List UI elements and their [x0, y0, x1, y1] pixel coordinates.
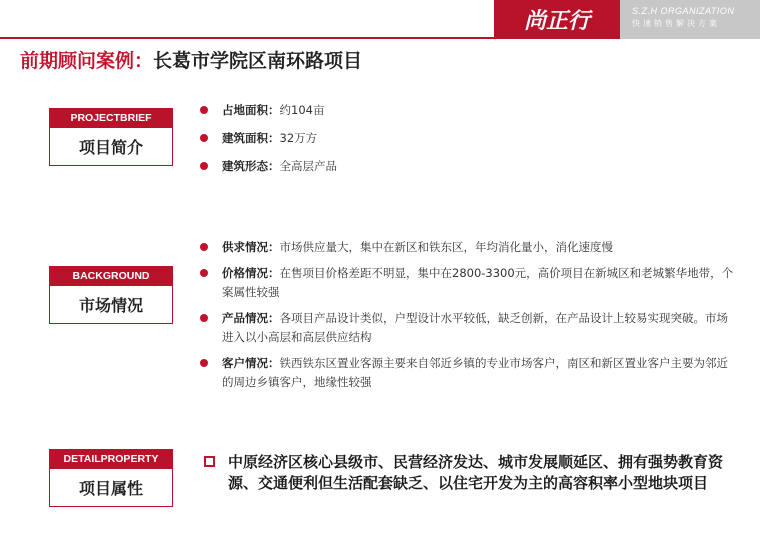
bullet-dot-icon [200, 314, 208, 322]
list-item [200, 309, 735, 347]
item-label: 客户情况： [222, 356, 280, 370]
list-item [200, 101, 735, 120]
brand-logo [494, 0, 620, 39]
section-tag: DETAILPROPERTY [49, 449, 173, 469]
title-main: 长葛市学院区南环路项目 [153, 50, 363, 72]
bullet-dot-icon [200, 243, 208, 251]
section-tag: PROJECTBRIEF [49, 108, 173, 128]
bullet-dot-icon [200, 359, 208, 367]
list-item [200, 129, 735, 148]
list-item [200, 238, 735, 257]
bullet-dot-icon [200, 162, 208, 170]
org-slogan: 快速销售解决方案 [632, 19, 720, 28]
header-bar [0, 0, 760, 38]
item-text: 全高层产品 [279, 159, 337, 173]
project-brief-list [200, 101, 735, 176]
list-item [200, 157, 735, 176]
bullet-dot-icon [200, 106, 208, 114]
item-text: 各项目产品设计类似，户型设计水平较低，缺乏创新，在产品设计上较易实现突破。市场进入以小高层和高层供应结构 [222, 311, 728, 344]
item-label: 价格情况： [222, 266, 280, 280]
header-divider [0, 37, 494, 39]
list-item [200, 354, 735, 392]
bullet-dot-icon [200, 134, 208, 142]
property-summary [204, 452, 744, 494]
item-label: 建筑面积： [222, 131, 280, 145]
bullet-dot-icon [200, 269, 208, 277]
item-text: 约104亩 [279, 103, 325, 117]
section-label: 市场情况 [49, 286, 173, 324]
section-label: 项目简介 [49, 128, 173, 166]
org-name: S.Z.H ORGANIZATION [632, 6, 735, 16]
org-banner [620, 0, 760, 39]
item-text: 铁西铁东区置业客源主要来自邻近乡镇的专业市场客户，南区和新区置业客户主要为邻近的周边乡镇客户，地缘性较强 [222, 356, 728, 389]
item-label: 占地面积： [222, 103, 280, 117]
section-card-project-brief [49, 108, 173, 166]
item-label: 供求情况： [222, 240, 280, 254]
section-tag: BACKGROUND [49, 266, 173, 286]
summary-text: 中原经济区核心县级市、民营经济发达、城市发展顺延区、拥有强势教育资源、交通便利但生活配套缺乏、以住宅开发为主的高容积率小型地块项目 [228, 453, 724, 492]
section-label: 项目属性 [49, 469, 173, 507]
item-label: 建筑形态： [222, 159, 280, 173]
title-prefix: 前期顾问案例： [20, 50, 154, 72]
page-title [20, 46, 362, 73]
item-text: 市场供应量大，集中在新区和铁东区，年均消化量小，消化速度慢 [279, 240, 613, 254]
item-label: 产品情况： [222, 311, 280, 325]
logo-mark-icon [507, 7, 607, 33]
list-item [200, 264, 735, 302]
square-bullet-icon [204, 456, 215, 467]
section-card-background [49, 266, 173, 324]
section-card-detail-property [49, 449, 173, 507]
item-text: 在售项目价格差距不明显，集中在2800-3300元，高价项目在新城区和老城繁华地带，个案属性较强 [222, 266, 734, 299]
logo-text: 尚正行 [523, 8, 591, 33]
market-list [200, 238, 735, 392]
item-text: 32万方 [279, 131, 318, 145]
